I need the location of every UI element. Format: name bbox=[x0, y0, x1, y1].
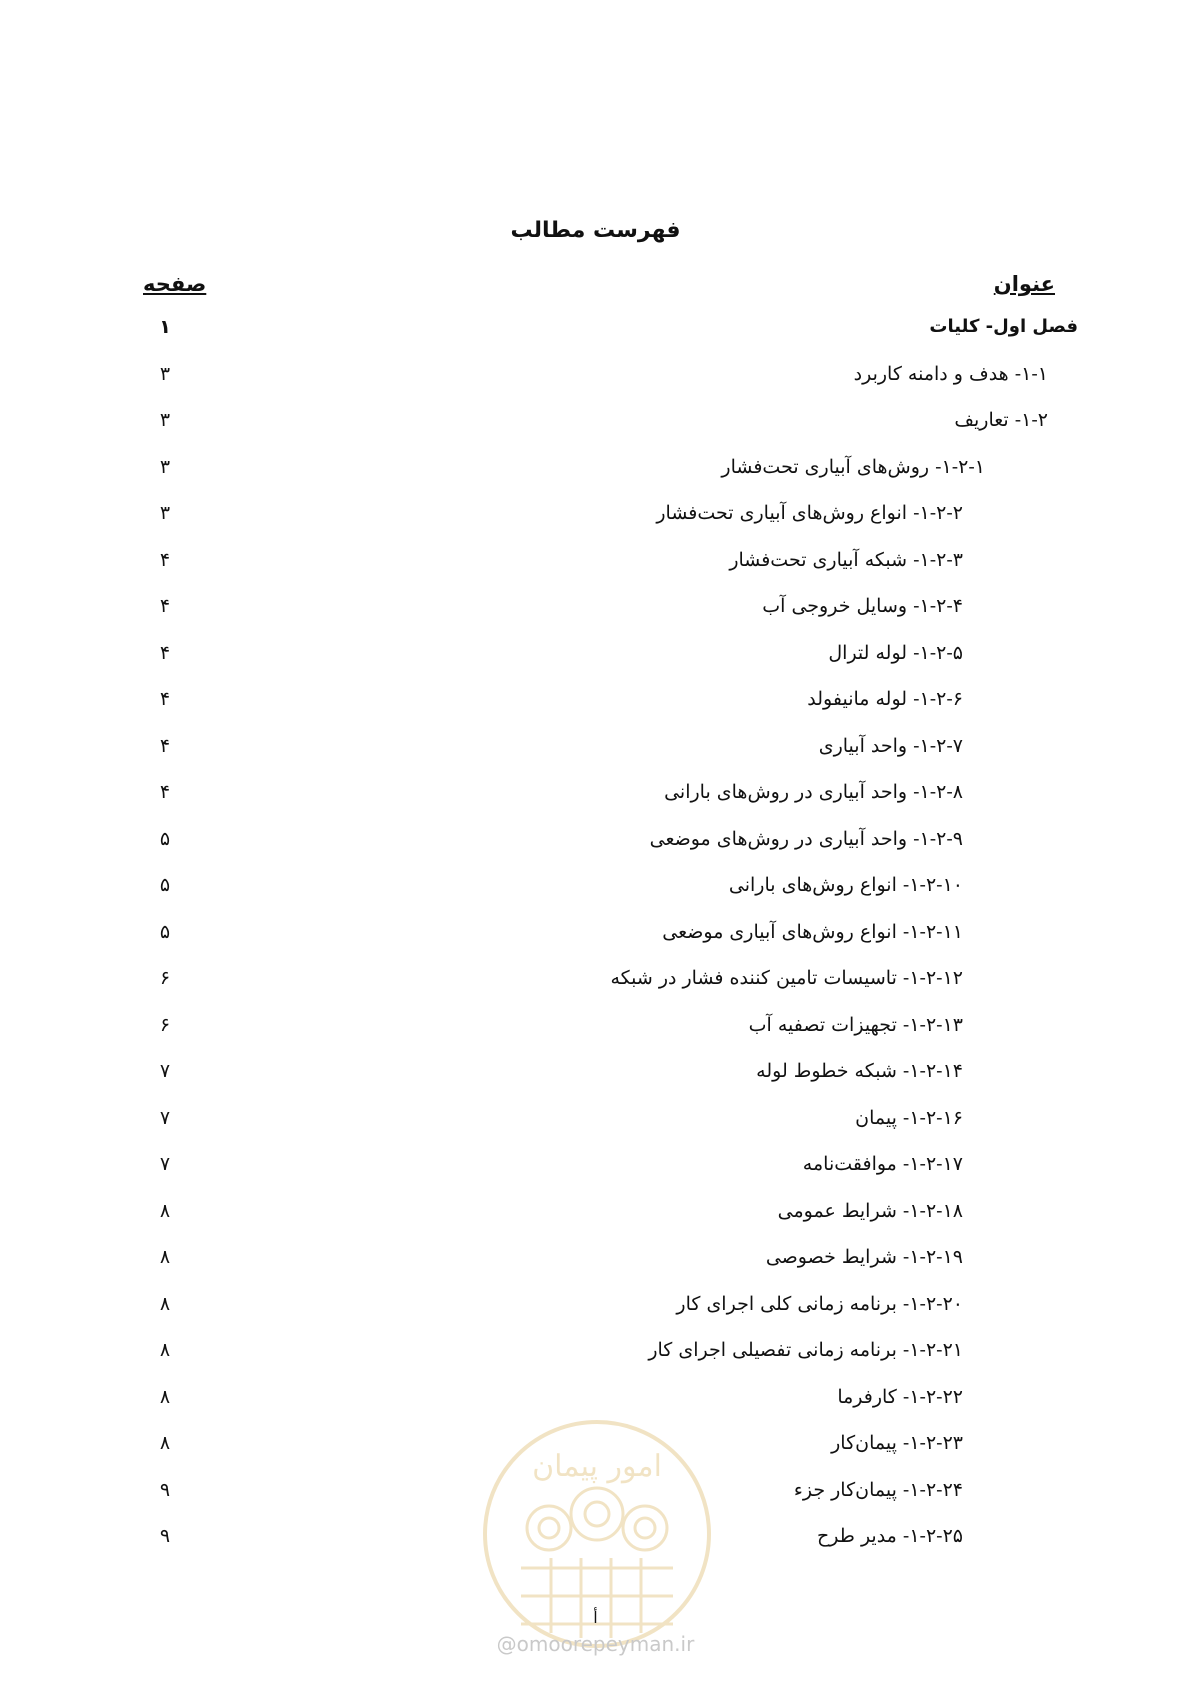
toc-entry-label: ۱-۲- تعاریف bbox=[954, 409, 1048, 431]
toc-entry[interactable] bbox=[0, 1293, 1191, 1340]
toc-entry-page: ۸ bbox=[159, 1199, 171, 1222]
toc-entry[interactable] bbox=[0, 828, 1191, 875]
toc-entry[interactable] bbox=[0, 1339, 1191, 1386]
toc-entry-label: ۱-۲-۱۰- انواع روش‌های بارانی bbox=[728, 874, 963, 896]
toc-entry-label: ۱-۲-۸- واحد آبیاری در روش‌های بارانی bbox=[664, 781, 963, 803]
toc-entry-label: ۱-۲-۹- واحد آبیاری در روش‌های موضعی bbox=[649, 827, 963, 850]
toc-entry[interactable] bbox=[0, 921, 1191, 968]
toc-entry-label: ۱-۲-۱- روش‌های آبیاری تحت‌فشار bbox=[721, 455, 985, 478]
toc-entry-page: ۴ bbox=[159, 688, 171, 710]
toc-entry[interactable] bbox=[0, 1014, 1191, 1061]
toc-entry-label: ۱-۲-۱۹- شرایط خصوصی bbox=[765, 1246, 963, 1268]
toc-entry-page: ۸ bbox=[159, 1246, 171, 1268]
toc-entry[interactable] bbox=[0, 409, 1191, 456]
toc-entry-label: ۱-۲-۱۶- پیمان bbox=[855, 1106, 963, 1129]
toc-entry-page: ۸ bbox=[159, 1292, 171, 1315]
toc-entry-label: ۱-۱- هدف و دامنه کاربرد bbox=[853, 362, 1048, 385]
toc-entry-page: ۳ bbox=[159, 362, 171, 385]
table-of-contents bbox=[0, 316, 1191, 1572]
toc-entry[interactable] bbox=[0, 1153, 1191, 1200]
toc-entry[interactable] bbox=[0, 595, 1191, 642]
toc-entry-label: ۱-۲-۲- انواع روش‌های آبیاری تحت‌فشار bbox=[656, 502, 963, 524]
toc-entry-page: ۸ bbox=[159, 1339, 171, 1361]
toc-entry[interactable] bbox=[0, 456, 1191, 503]
toc-entry-label: ۱-۲-۱۳- تجهیزات تصفیه آب bbox=[748, 1013, 963, 1036]
toc-entry-label: ۱-۲-۲۳- پیمان‌کار bbox=[831, 1432, 963, 1454]
toc-entry[interactable] bbox=[0, 1200, 1191, 1247]
toc-entry-label: ۱-۲-۴- وسایل خروجی آب bbox=[762, 595, 963, 617]
toc-entry-page: ۹ bbox=[159, 1478, 171, 1501]
toc-entry-page: ۵ bbox=[159, 874, 171, 896]
column-header-page: صفحه bbox=[143, 272, 207, 296]
toc-entry[interactable] bbox=[0, 967, 1191, 1014]
toc-entry[interactable] bbox=[0, 1060, 1191, 1107]
toc-entry-page: ۶ bbox=[159, 967, 171, 989]
toc-entry-page: ۵ bbox=[159, 920, 171, 943]
toc-entry[interactable] bbox=[0, 1107, 1191, 1154]
column-header-title: عنوان bbox=[993, 272, 1055, 296]
toc-entry-label: ۱-۲-۲۵- مدیر طرح bbox=[817, 1525, 963, 1547]
toc-entry-label: ۱-۲-۱۱- انواع روش‌های آبیاری موضعی bbox=[662, 920, 963, 943]
toc-entry[interactable] bbox=[0, 502, 1191, 549]
toc-entry-page: ۹ bbox=[159, 1525, 171, 1547]
watermark-text: امور پیمان bbox=[532, 1449, 662, 1484]
toc-entry[interactable] bbox=[0, 316, 1191, 363]
toc-entry-page: ۶ bbox=[159, 1013, 171, 1036]
toc-entry-page: ۳ bbox=[159, 455, 171, 478]
toc-entry[interactable] bbox=[0, 1246, 1191, 1293]
toc-entry[interactable] bbox=[0, 874, 1191, 921]
toc-entry-label: ۱-۲-۷- واحد آبیاری bbox=[818, 734, 963, 757]
toc-entry[interactable] bbox=[0, 735, 1191, 782]
toc-entry-page: ۷ bbox=[159, 1106, 171, 1129]
toc-entry[interactable] bbox=[0, 549, 1191, 596]
toc-entry-label: ۱-۲-۱۷- موافقت‌نامه bbox=[802, 1153, 963, 1175]
toc-entry-label: ۱-۲-۱۴- شبکه خطوط لوله bbox=[756, 1060, 963, 1082]
toc-entry-page: ۷ bbox=[159, 1060, 171, 1082]
toc-entry[interactable] bbox=[0, 642, 1191, 689]
toc-entry[interactable] bbox=[0, 688, 1191, 735]
toc-entry-page: ۳ bbox=[159, 502, 171, 524]
toc-entry-label: ۱-۲-۱۲- تاسیسات تامین کننده فشار در شبکه bbox=[610, 967, 963, 989]
toc-entry-page: ۵ bbox=[159, 827, 171, 850]
toc-entry-page: ۱ bbox=[159, 316, 171, 338]
toc-entry-page: ۴ bbox=[159, 781, 171, 803]
toc-entry-page: ۸ bbox=[159, 1385, 171, 1408]
toc-entry-label: ۱-۲-۲۴- پیمان‌کار جزء bbox=[793, 1478, 963, 1501]
toc-entry-page: ۴ bbox=[159, 641, 171, 664]
site-url-watermark: @omoorepeyman.ir bbox=[496, 1632, 695, 1656]
toc-entry-page: ۷ bbox=[159, 1153, 171, 1175]
toc-entry-page: ۴ bbox=[159, 595, 171, 617]
toc-entry-page: ۴ bbox=[159, 548, 171, 571]
toc-entry-page: ۸ bbox=[159, 1432, 171, 1454]
toc-entry-label: ۱-۲-۳- شبکه آبیاری تحت‌فشار bbox=[729, 548, 963, 571]
toc-entry[interactable] bbox=[0, 781, 1191, 828]
toc-entry[interactable] bbox=[0, 363, 1191, 410]
page-number: أ bbox=[593, 1608, 598, 1627]
page-title: فهرست مطالب bbox=[510, 218, 681, 243]
toc-entry-page: ۴ bbox=[159, 734, 171, 757]
toc-entry-label: ۱-۲-۲۲- کارفرما bbox=[837, 1385, 963, 1408]
toc-entry-label: ۱-۲-۶- لوله مانیفولد bbox=[807, 688, 963, 710]
toc-entry-label: فصل اول- کلیات bbox=[929, 316, 1078, 337]
toc-entry-label: ۱-۲-۵- لوله لترال bbox=[828, 641, 963, 664]
toc-entry-label: ۱-۲-۲۰- برنامه زمانی کلی اجرای کار bbox=[676, 1292, 963, 1315]
toc-entry-label: ۱-۲-۱۸- شرایط عمومی bbox=[777, 1199, 963, 1222]
toc-entry-page: ۳ bbox=[159, 409, 171, 431]
toc-entry-label: ۱-۲-۲۱- برنامه زمانی تفصیلی اجرای کار bbox=[648, 1339, 963, 1361]
